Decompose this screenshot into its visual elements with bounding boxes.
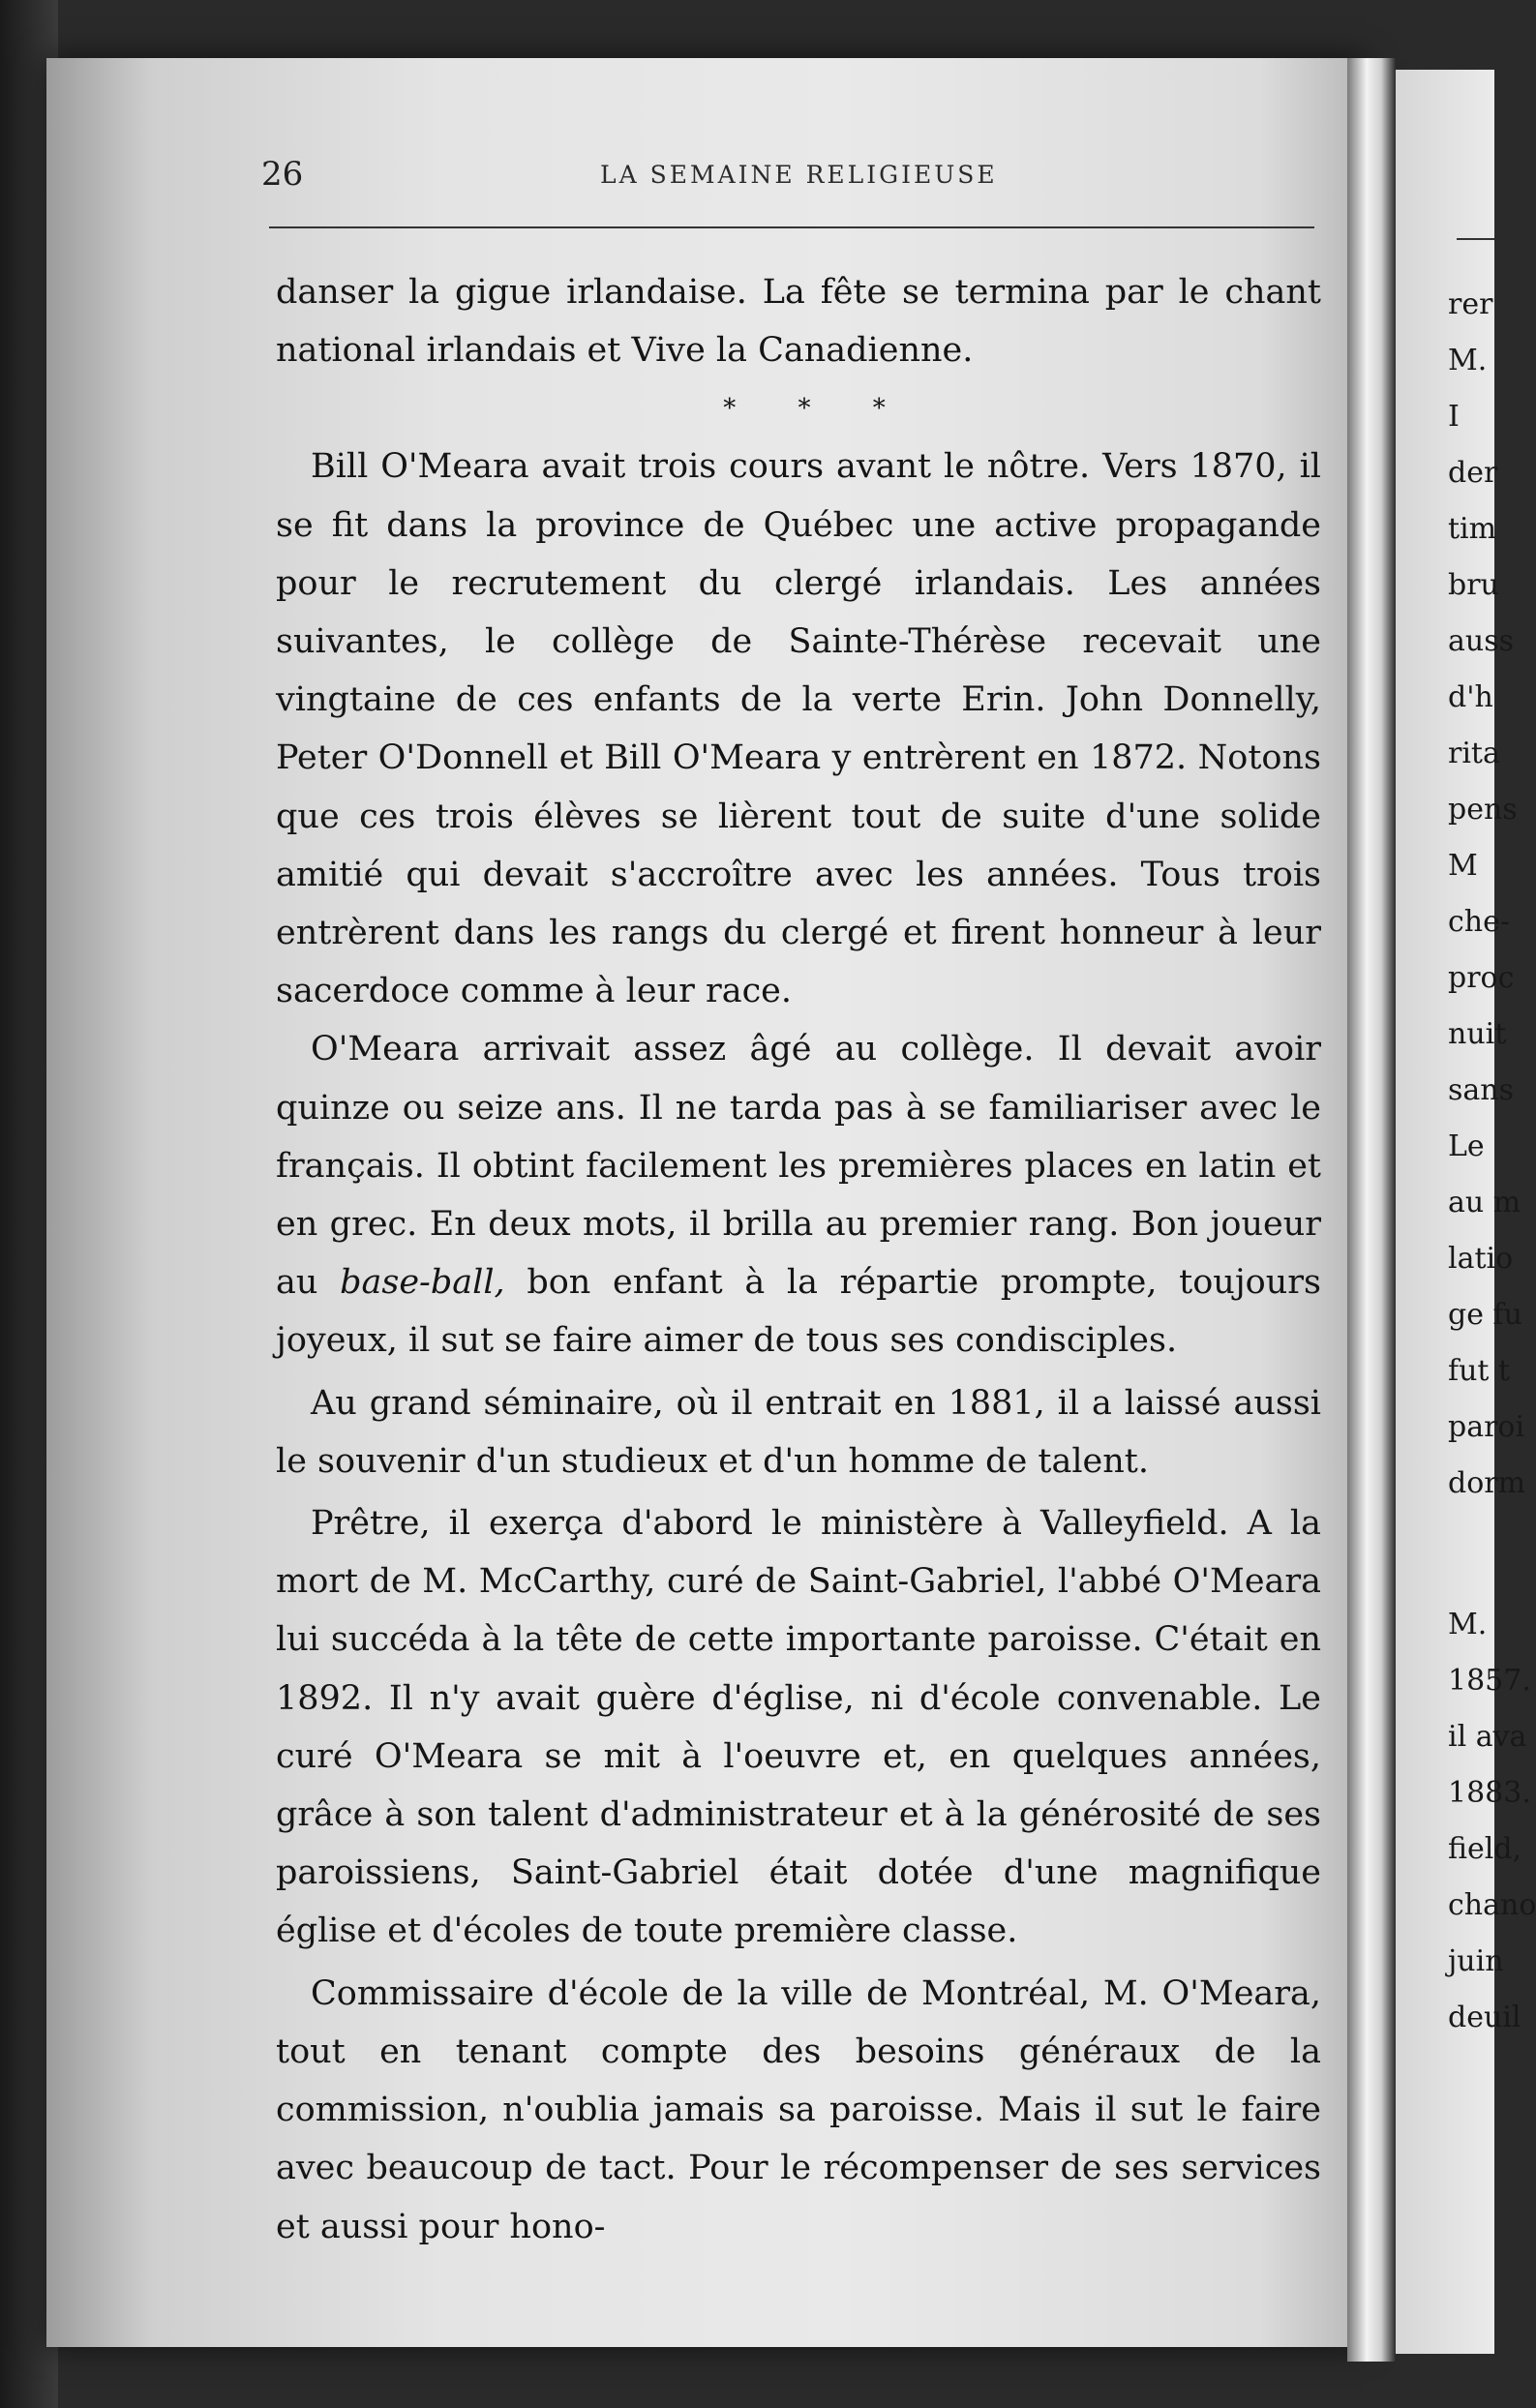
fragment-line: rita [1448, 737, 1500, 770]
fragment-line: M. [1448, 1608, 1488, 1641]
fragment-line: ge fu [1448, 1298, 1522, 1332]
fragment-line: latio [1448, 1242, 1514, 1276]
italic-term: base-ball, [340, 1263, 505, 1303]
section-separator: * * * [723, 394, 913, 424]
fragment-line: deuil [1448, 2001, 1521, 2034]
fragment-line: dorm [1448, 1466, 1526, 1500]
fragment-line: nuit [1448, 1017, 1507, 1051]
adjacent-page-rule [1457, 238, 1494, 240]
paragraph: Au grand séminaire, où il entrait en 1881, il a laissé aussi le souvenir d'un studieux et d'un homme de talent. [276, 1383, 1321, 1481]
paragraph-text: bon enfant à la répartie prompte, toujours joyeux, il sut se faire aimer de tous ses condisciples. [276, 1263, 1321, 1361]
fragment-line: pens [1448, 793, 1518, 827]
paragraph: Prêtre, il exerça d'abord le ministère à Valleyfield. A la mort de M. McCarthy, curé de Saint-Gabriel, l'abbé O'Meara lui succéda à la tête de cette importante paroisse. C'était en 1892. Il n'y avait guère d'église, ni d'école convenable. Le curé O'Meara se mit à l'oeuvre et, en quelques années, grâce à son talent d'administrateur et à la générosité de ses paroissiens, Saint-Gabriel était dotée d'une magnifique église et d'écoles de toute première classe. [276, 1504, 1321, 1951]
book-gutter [1347, 58, 1396, 2362]
fragment-line: M [1448, 849, 1478, 883]
fragment-line: d'h [1448, 680, 1493, 714]
fragment-line: M. [1448, 344, 1488, 377]
paragraph: danser la gigue irlandaise. La fête se termina par le chant national irlandais et Vive la Canadienne. [276, 273, 1321, 371]
fragment-line: il ava [1448, 1720, 1527, 1754]
header-rule [269, 226, 1314, 228]
fragment-line: proc [1448, 961, 1515, 995]
fragment-line: I [1448, 400, 1460, 434]
fragment-line: Le [1448, 1129, 1485, 1163]
adjacent-page-text-block-1 [1448, 277, 1526, 1512]
page-header [261, 155, 1321, 194]
fragment-line: 1883. [1448, 1776, 1531, 1810]
fragment-line: paroi [1448, 1410, 1525, 1444]
fragment-line: sans [1448, 1073, 1514, 1107]
article-body [276, 263, 1321, 2256]
fragment-line: field, [1448, 1832, 1522, 1866]
fragment-line: auss [1448, 624, 1514, 658]
paragraph: Commissaire d'école de la ville de Montréal, M. O'Meara, tout en tenant compte des besoins généraux de la commission, n'oublia jamais sa paroisse. Mais il sut le faire avec beaucoup de tact. Pour le récompenser de ses services et aussi pour hono- [276, 1973, 1321, 2246]
fragment-line: bru [1448, 568, 1499, 602]
fragment-line: der [1448, 456, 1498, 490]
fragment-line: juin [1448, 1944, 1504, 1978]
fragment-line: chano [1448, 1888, 1536, 1922]
running-title: LA SEMAINE RELIGIEUSE [600, 161, 998, 189]
fragment-line: che- [1448, 905, 1511, 939]
page-number: 26 [261, 155, 304, 194]
paragraph [276, 1020, 1321, 1370]
fragment-line: 1857. [1448, 1664, 1531, 1698]
fragment-line: fut t [1448, 1354, 1511, 1388]
paragraph: Bill O'Meara avait trois cours avant le nôtre. Vers 1870, il se fit dans la province de Québec une active propagande pour le recrutement du clergé irlandais. Les années suivantes, le collège de Sainte-Thérèse recevait une vingtaine de ces enfants de la verte Erin. John Donnelly, Peter O'Donnell et Bill O'Meara y entrèrent en 1872. Notons que ces trois élèves se lièrent tout de suite d'une solide amitié qui devait s'accroître avec les années. Tous trois entrèrent dans les rangs du clergé et firent honneur à leur sacerdoce comme à leur race. [276, 447, 1321, 1011]
fragment-line: rer [1448, 287, 1493, 321]
adjacent-page-text-block-2 [1448, 1597, 1536, 2046]
fragment-line: tim [1448, 512, 1497, 546]
fragment-line: au m [1448, 1186, 1521, 1219]
paragraph-text: O'Meara arrivait assez âgé au collège. Il devait avoir quinze ou seize ans. Il ne tarda pas à se familiariser avec le français. Il obtint facilement les premières places en latin et en grec. En deux mots, il brilla au premier rang. Bon joueur au [276, 1030, 1321, 1303]
